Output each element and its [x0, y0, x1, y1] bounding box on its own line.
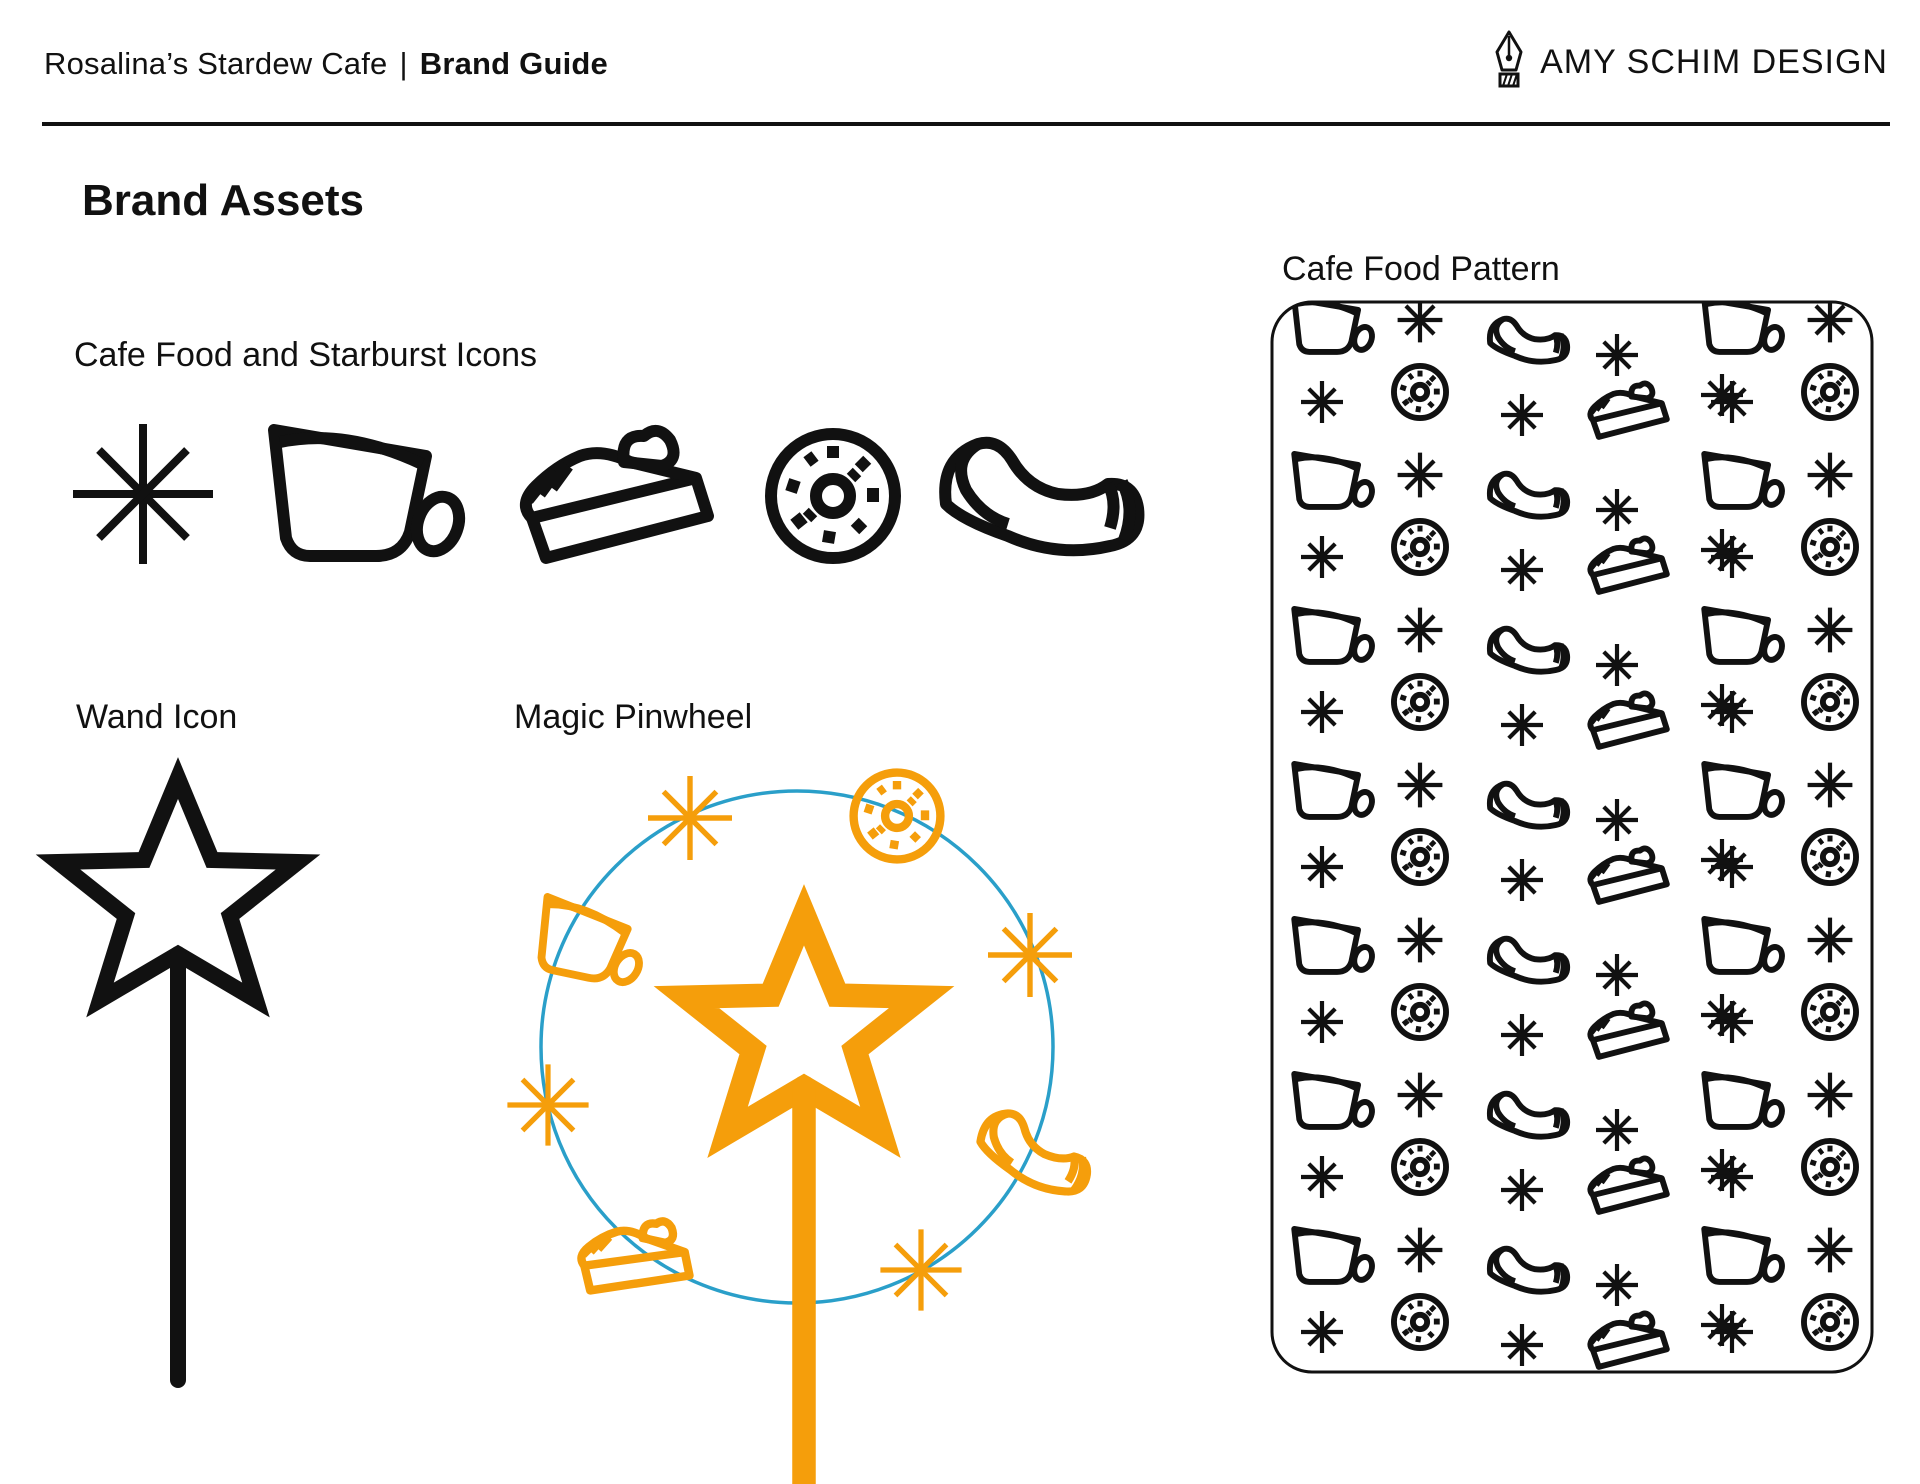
- star-pattern-icon: [1398, 298, 1443, 343]
- star-pattern-icon: [1711, 536, 1753, 578]
- croissant-pattern-icon: [1490, 629, 1567, 672]
- star-pattern-icon: [1301, 846, 1343, 888]
- donut-pattern-icon: [1804, 1296, 1856, 1348]
- donut-pattern-icon: [1804, 831, 1856, 883]
- star-pattern-icon: [1711, 1001, 1753, 1043]
- star-pattern-icon: [1808, 918, 1853, 963]
- cup-pattern-icon: [1704, 609, 1785, 662]
- star-pattern-icon: [1596, 489, 1638, 531]
- star-pattern-icon: [1398, 1228, 1443, 1273]
- star-pattern-icon: [1711, 1466, 1753, 1484]
- donut-pattern-icon: [1804, 1451, 1856, 1484]
- star-pattern-icon: [1596, 1264, 1638, 1306]
- cup-pattern-icon: [1704, 299, 1785, 352]
- food-pattern-tile: [1294, 298, 1856, 1484]
- cup-pattern-icon: [1294, 1074, 1375, 1127]
- croissant-pattern-icon: [1490, 1094, 1567, 1137]
- croissant-pattern-icon: [1490, 1249, 1567, 1292]
- icons-label: Cafe Food and Starburst Icons: [74, 336, 538, 374]
- cup-pattern-icon: [1704, 1384, 1785, 1437]
- star-pattern-icon: [1301, 1156, 1343, 1198]
- donut-pattern-icon: [1394, 1451, 1446, 1484]
- donut-icon: [771, 434, 895, 558]
- croissant-pattern-icon: [1490, 1404, 1567, 1447]
- donut-pattern-icon: [1394, 366, 1446, 418]
- cup-pattern-icon: [1294, 299, 1375, 352]
- star-pattern-icon: [1301, 691, 1343, 733]
- donut-pattern-icon: [1394, 1296, 1446, 1348]
- cup-pattern-icon: [1294, 1384, 1375, 1437]
- croissant-icon: [973, 1107, 1098, 1198]
- donut-pattern-icon: [1394, 831, 1446, 883]
- star-pattern-icon: [1501, 704, 1543, 746]
- star-pattern-icon: [1596, 334, 1638, 376]
- pie-pattern-icon: [1590, 1003, 1666, 1056]
- pie-slice-icon: [526, 431, 708, 558]
- croissant-pattern-icon: [1490, 784, 1567, 827]
- starburst-icon: [988, 913, 1072, 997]
- magic-pinwheel: [507, 773, 1097, 1484]
- pie-pattern-icon: [1590, 538, 1666, 591]
- starburst-icon: [73, 424, 213, 564]
- designer-name: AMY SCHIM DESIGN: [1540, 42, 1888, 81]
- pattern-label: Cafe Food Pattern: [1282, 250, 1560, 288]
- starburst-icon: [648, 776, 732, 860]
- star-pattern-icon: [1808, 608, 1853, 653]
- star-pattern-icon: [1711, 1156, 1753, 1198]
- pie-pattern-icon: [1590, 383, 1666, 436]
- star-pattern-icon: [1596, 1109, 1638, 1151]
- star-pattern-icon: [1501, 1014, 1543, 1056]
- pie-pattern-icon: [1590, 848, 1666, 901]
- star-pattern-icon: [1501, 1169, 1543, 1211]
- star-pattern-icon: [1301, 1466, 1343, 1484]
- donut-pattern-icon: [1804, 366, 1856, 418]
- star-pattern-icon: [1301, 1311, 1343, 1353]
- star-pattern-icon: [1701, 1459, 1743, 1484]
- donut-pattern-icon: [1394, 521, 1446, 573]
- star-pattern-icon: [1711, 1311, 1753, 1353]
- star-pattern-icon: [1808, 763, 1853, 808]
- cup-pattern-icon: [1294, 609, 1375, 662]
- star-pattern-icon: [1301, 381, 1343, 423]
- star-pattern-icon: [1501, 549, 1543, 591]
- donut-pattern-icon: [1804, 1141, 1856, 1193]
- star-pattern-icon: [1301, 1001, 1343, 1043]
- star-pattern-icon: [1808, 1073, 1853, 1118]
- starburst-icon: [880, 1229, 961, 1310]
- wand-icon: [686, 915, 921, 1484]
- pinwheel-label: Magic Pinwheel: [514, 698, 753, 736]
- star-pattern-icon: [1501, 859, 1543, 901]
- pie-slice-icon: [578, 1213, 695, 1300]
- star-pattern-icon: [1808, 453, 1853, 498]
- project-name: Rosalina’s Stardew Cafe: [44, 46, 388, 81]
- donut-pattern-icon: [1394, 986, 1446, 1038]
- croissant-pattern-icon: [1490, 474, 1567, 517]
- wand-label: Wand Icon: [76, 698, 238, 736]
- star-pattern-icon: [1398, 763, 1443, 808]
- cup-pattern-icon: [1294, 1229, 1375, 1282]
- star-pattern-icon: [1711, 846, 1753, 888]
- pie-pattern-icon: [1590, 693, 1666, 746]
- cup-pattern-icon: [1704, 1074, 1785, 1127]
- donut-pattern-icon: [1804, 986, 1856, 1038]
- star-pattern-icon: [1301, 536, 1343, 578]
- star-pattern-icon: [1501, 1479, 1543, 1484]
- cup-pattern-icon: [1294, 454, 1375, 507]
- croissant-pattern-icon: [1490, 319, 1567, 362]
- starburst-icon: [507, 1064, 588, 1145]
- donut-pattern-icon: [1804, 521, 1856, 573]
- star-pattern-icon: [1501, 1324, 1543, 1366]
- star-pattern-icon: [1398, 1383, 1443, 1428]
- pie-pattern-icon: [1590, 1468, 1666, 1484]
- star-pattern-icon: [1808, 1383, 1853, 1428]
- croissant-pattern-icon: [1490, 939, 1567, 982]
- wand-icon: [58, 778, 298, 1380]
- star-pattern-icon: [1711, 691, 1753, 733]
- star-pattern-icon: [1398, 608, 1443, 653]
- pie-pattern-icon: [1590, 1158, 1666, 1211]
- star-pattern-icon: [1501, 394, 1543, 436]
- star-pattern-icon: [1398, 918, 1443, 963]
- header-separator: |: [399, 46, 408, 81]
- star-pattern-icon: [1398, 453, 1443, 498]
- croissant-icon: [945, 443, 1138, 551]
- donut-icon: [854, 773, 941, 860]
- cup-pattern-icon: [1704, 919, 1785, 972]
- cup-pattern-icon: [1294, 919, 1375, 972]
- donut-pattern-icon: [1804, 676, 1856, 728]
- pie-pattern-icon: [1590, 1313, 1666, 1366]
- cup-pattern-icon: [1704, 1229, 1785, 1282]
- star-pattern-icon: [1808, 1228, 1853, 1273]
- pattern-frame: [1272, 302, 1872, 1372]
- page-title: Brand Assets: [82, 176, 365, 225]
- coffee-cup-icon: [274, 430, 466, 557]
- donut-pattern-icon: [1394, 676, 1446, 728]
- star-pattern-icon: [1398, 1073, 1443, 1118]
- document-type: Brand Guide: [419, 46, 608, 81]
- cup-pattern-icon: [1294, 764, 1375, 817]
- cup-pattern-icon: [1704, 454, 1785, 507]
- cup-pattern-icon: [1704, 764, 1785, 817]
- star-pattern-icon: [1596, 954, 1638, 996]
- star-pattern-icon: [1596, 1419, 1638, 1461]
- star-pattern-icon: [1596, 644, 1638, 686]
- donut-pattern-icon: [1394, 1141, 1446, 1193]
- star-pattern-icon: [1596, 799, 1638, 841]
- star-pattern-icon: [1711, 381, 1753, 423]
